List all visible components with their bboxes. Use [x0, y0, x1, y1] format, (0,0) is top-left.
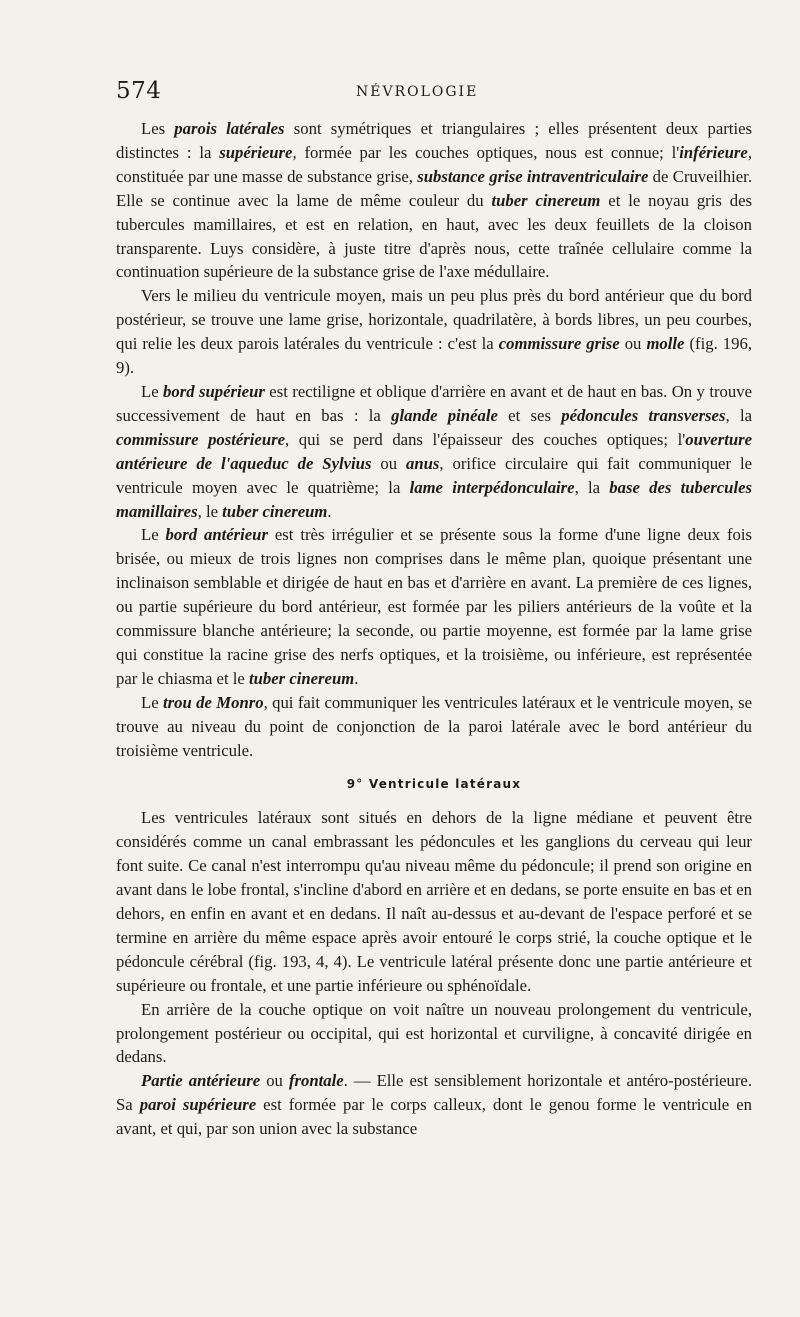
text-run: En arrière de la couche optique on voit naître un nouveau prolongement du ventricule, prolongement postérieur ou occipital, qui est horizontal et curviligne, à concavité dirigée en dedans.: [116, 999, 752, 1067]
page-header: [116, 78, 750, 108]
paragraphs-after-section: [116, 806, 752, 1141]
italic-term: lame interpédonculaire: [409, 477, 575, 497]
text-run: (fig. 196, 9).: [116, 334, 752, 378]
italic-term: parois latérales: [174, 119, 285, 138]
text-run: Vers le milieu du ventricule moyen, mais un peu plus près du bord antérieur que du bord postérieur, se trouve une lame grise, horizontale, quadrilatère, à bords libres, un peu courbes, qui relie les deux parois latérales du ventricule : c'est la: [116, 286, 752, 354]
italic-term: tuber cinereum: [222, 501, 328, 521]
text-run: Les ventricules latéraux sont situés en dehors de la ligne médiane et peuvent être considérés comme un canal embrassant les pédoncules et les ganglions du cerveau qui leur font suite. Ce canal n'est interrompu qu'au niveau même du pédoncule; il prend son origine en avant dans le lobe frontal, s'incline d'abord en arrière et en dedans, se porte ensuite en bas et en dehors, en enfin en avant et en dedans. Il naît au-dessus et au-devant de l'espace perforé et se termine en arrière du même espace après avoir entouré le corps strié, la couche optique et le pédoncule cérébral (fig. 193, 4, 4). Le ventricule latéral présente donc une partie antérieure et supérieure ou frontale, et une partie inférieure ou sphénoïdale.: [116, 808, 752, 995]
italic-term: substance grise intraventriculaire: [417, 166, 649, 186]
paragraph: [116, 284, 752, 380]
text-run: est rectiligne et oblique d'arrière en avant et de haut en bas. On y trouve successivement de haut en bas : la: [116, 381, 752, 425]
page-number: 574: [116, 78, 162, 104]
italic-term: base des tubercules mamillaires: [116, 477, 752, 521]
text-run: sont symétriques et triangulaires ; elles présentent deux parties distinctes : la: [116, 119, 752, 162]
text-run: , le: [197, 501, 223, 521]
italic-term: inférieure: [679, 142, 748, 162]
italic-term: tuber cinereum: [248, 668, 355, 688]
text-run: , qui fait communiquer les ventricules latéraux et le ventricule moyen, se trouve au niveau du point de conjonction de la paroi latérale avec le bord antérieur du troisième ventricule.: [116, 692, 752, 760]
italic-term: trou de Monro: [162, 692, 264, 712]
paragraph: [116, 691, 752, 763]
text-run: Les: [141, 119, 175, 138]
italic-term: glande pinéale: [391, 405, 498, 425]
paragraph: [116, 806, 752, 997]
text-run: Le: [141, 381, 164, 401]
section-title: 9° Ventricule latéraux: [346, 777, 522, 792]
text-run: , la: [574, 477, 610, 497]
italic-term: anus: [406, 453, 440, 473]
text-run: Le: [141, 692, 163, 712]
italic-term: molle: [646, 334, 685, 354]
text-run: et le noyau gris des tubercules mamillaires, et est en relation, en haut, avec les deux feuillets de la cloison transparente. Luys considère, à juste titre d'après nous, cette traînée cellulaire comme la continuation supérieure de la substance grise de l'axe médullaire.: [116, 190, 752, 282]
text-run: est formée par le corps calleux, dont le genou forme le ventricule en avant, et qui, par son union avec la substance: [116, 1095, 752, 1139]
text-run: et ses: [497, 405, 562, 425]
text-run: .: [327, 501, 332, 521]
body-text: [116, 117, 752, 1141]
italic-term: commissure postérieure: [116, 429, 286, 449]
text-run: , la: [725, 405, 752, 425]
italic-term: Partie antérieure: [141, 1071, 261, 1091]
text-run: est très irrégulier et se présente sous la forme d'une ligne deux fois brisée, ou mieux de trois lignes non comprises dans le même plan, quoique présentant une inclinaison semblable et dirigée de haut en bas et d'arrière en avant. La première de ces lignes, ou partie supérieure du bord antérieur, est formée par les piliers antérieurs de la voûte et la commissure blanche antérieure; la seconde, ou partie moyenne, est formée par la lame grise qui constitue la racine grise des nerfs optiques, et la troisième, ou inférieure, est représentée par le chiasma et le: [116, 525, 752, 688]
paragraph: [116, 998, 752, 1070]
text-run: ou: [371, 453, 406, 473]
text-run: , formée par les couches optiques, nous est connue; l': [292, 142, 680, 162]
italic-term: pédoncules transverses: [561, 405, 726, 425]
text-run: ou: [260, 1071, 289, 1091]
running-head: NÉVROLOGIE: [356, 84, 479, 100]
italic-term: bord antérieur: [165, 525, 268, 545]
text-run: de Cruveilhier. Elle se continue avec la lame de même couleur du: [116, 166, 752, 210]
text-run: . — Elle est sensiblement horizontale et antéro-postérieure. Sa: [116, 1071, 753, 1115]
italic-term: commissure grise: [498, 334, 620, 354]
paragraph: [116, 380, 752, 523]
text-run: Le: [141, 525, 166, 545]
paragraph: [116, 117, 752, 284]
italic-term: tuber cinereum: [491, 190, 601, 210]
italic-term: supérieure: [219, 142, 293, 162]
text-run: , constituée par une masse de substance grise,: [116, 142, 753, 186]
paragraph: [116, 523, 752, 690]
paragraph: [116, 1069, 752, 1141]
italic-term: paroi supérieure: [139, 1095, 257, 1115]
paragraphs-before-section: [116, 117, 752, 762]
text-run: , orifice circulaire qui fait communiquer le ventricule moyen avec le quatrième; la: [116, 453, 752, 497]
italic-term: frontale: [288, 1071, 344, 1091]
text-run: .: [354, 668, 359, 688]
text-run: ou: [619, 334, 647, 354]
italic-term: ouverture antérieure de l'aqueduc de Sylvius: [116, 429, 753, 473]
italic-term: bord supérieur: [163, 381, 265, 401]
text-run: , qui se perd dans l'épaisseur des couches optiques; l': [285, 429, 686, 449]
